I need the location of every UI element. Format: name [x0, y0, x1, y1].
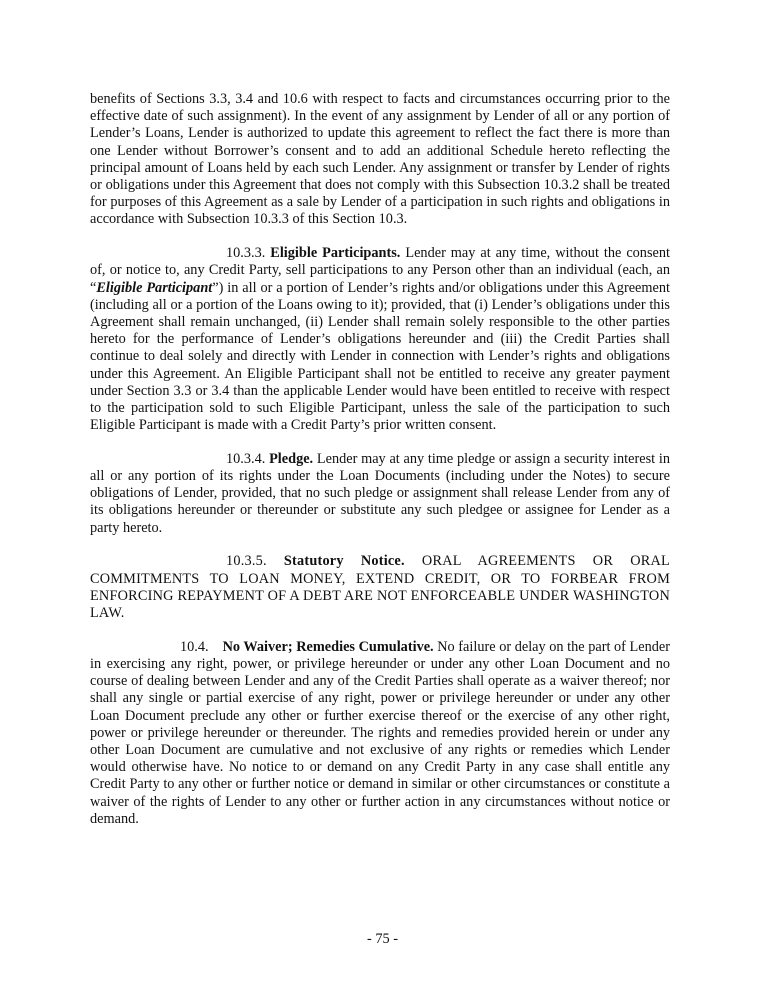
section-10-3-4-pledge	[90, 451, 670, 537]
document-page	[90, 91, 670, 844]
section-number: 10.3.4.	[226, 450, 266, 467]
section-text: Lender may at any time pledge or assign a security interest in all or any portion of its rights under the Loan Documents (including under the Notes) to secure obligations of Lender, provided, that no such pledge or assignment shall release Lender from any of its obligations hereunder or thereunder or substitute any such pledgee or assignee for Lender as a party hereto.	[90, 450, 670, 536]
section-number: 10.4.	[180, 638, 209, 655]
section-10-4-no-waiver	[90, 639, 670, 828]
section-text: No failure or delay on the part of Lender in exercising any right, power, or privilege hereunder or under any other Loan Document and no course of dealing between Lender and any of the Credit Parties shall operate as a waiver thereof; nor shall any single or partial exercise of any right, power or privilege hereunder or under any other Loan Document preclude any other or further exercise thereof or the exercise of any other right, power or privilege hereunder or thereunder. The rights and remedies provided herein or under any other Loan Document are cumulative and not exclusive of any rights or remedies which Lender would otherwise have. No notice to or demand on any Credit Party in any case shall entitle any Credit Party to any other or further notice or demand in similar or other circumstances or constitute a waiver of the rights of Lender to any other or further action in any circumstances without notice or demand.	[90, 638, 671, 827]
section-10-3-5-statutory-notice	[90, 553, 670, 622]
section-heading: Eligible Participants.	[270, 245, 401, 262]
section-text: Lender may at any time, without the consent of, or notice to, any Credit Party, sell participations to any Person other than an individual (each, an “	[90, 245, 670, 296]
section-heading: Statutory Notice.	[283, 553, 405, 570]
page-number: - 75 -	[367, 931, 398, 947]
paragraph-assignment-continuation: benefits of Sections 3.3, 3.4 and 10.6 with respect to facts and circumstances occurring prior to the effective date of such assignment). In the event of any assignment by Lender of all or any portion of Lender’s Loans, Lender is authorized to update this agreement to reflect the fact there is more than one Lender without Borrower’s consent and to add an additional Schedule hereto reflecting the principal amount of Loans held by each such Lender. Any assignment or transfer by Lender of rights or obligations under this Agreement that does not comply with this Subsection 10.3.2 shall be treated for purposes of this Agreement as a sale by Lender of a participation in such rights and obligations in accordance with Subsection 10.3.3 of this Section 10.3.	[90, 91, 670, 228]
defined-term: Eligible Participant	[96, 279, 213, 296]
section-text-continued: ”) in all or a portion of Lender’s rights and/or obligations under this Agreement (including all or a portion of the Loans owing to it); provided, that (i) Lender’s obligations under this Agreement shall remain unchanged, (ii) Lender shall remain solely responsible to the other parties hereto for the performance of Lender’s obligations hereunder and (iii) the Credit Parties shall continue to deal solely and directly with Lender in connection with Lender’s rights and obligations under this Agreement. An Eligible Participant shall not be entitled to receive any greater payment under Section 3.3 or 3.4 than the applicable Lender would have been entitled to receive with respect to the participation sold to such Eligible Participant, unless the sale of the participation to such Eligible Participant is made with a Credit Party’s prior written consent.	[90, 279, 670, 434]
section-text: ORAL AGREEMENTS OR ORAL COMMITMENTS TO LOAN MONEY, EXTEND CREDIT, OR TO FORBEAR FROM ENFORCING REPAYMENT OF A DEBT ARE NOT ENFORCEABLE UNDER WASHINGTON LAW.	[90, 553, 670, 621]
section-10-3-3-eligible-participants	[90, 245, 670, 434]
section-number: 10.3.3.	[226, 245, 266, 262]
section-heading: No Waiver; Remedies Cumulative.	[222, 638, 434, 655]
section-number: 10.3.5.	[226, 553, 267, 570]
section-heading: Pledge.	[269, 450, 314, 467]
